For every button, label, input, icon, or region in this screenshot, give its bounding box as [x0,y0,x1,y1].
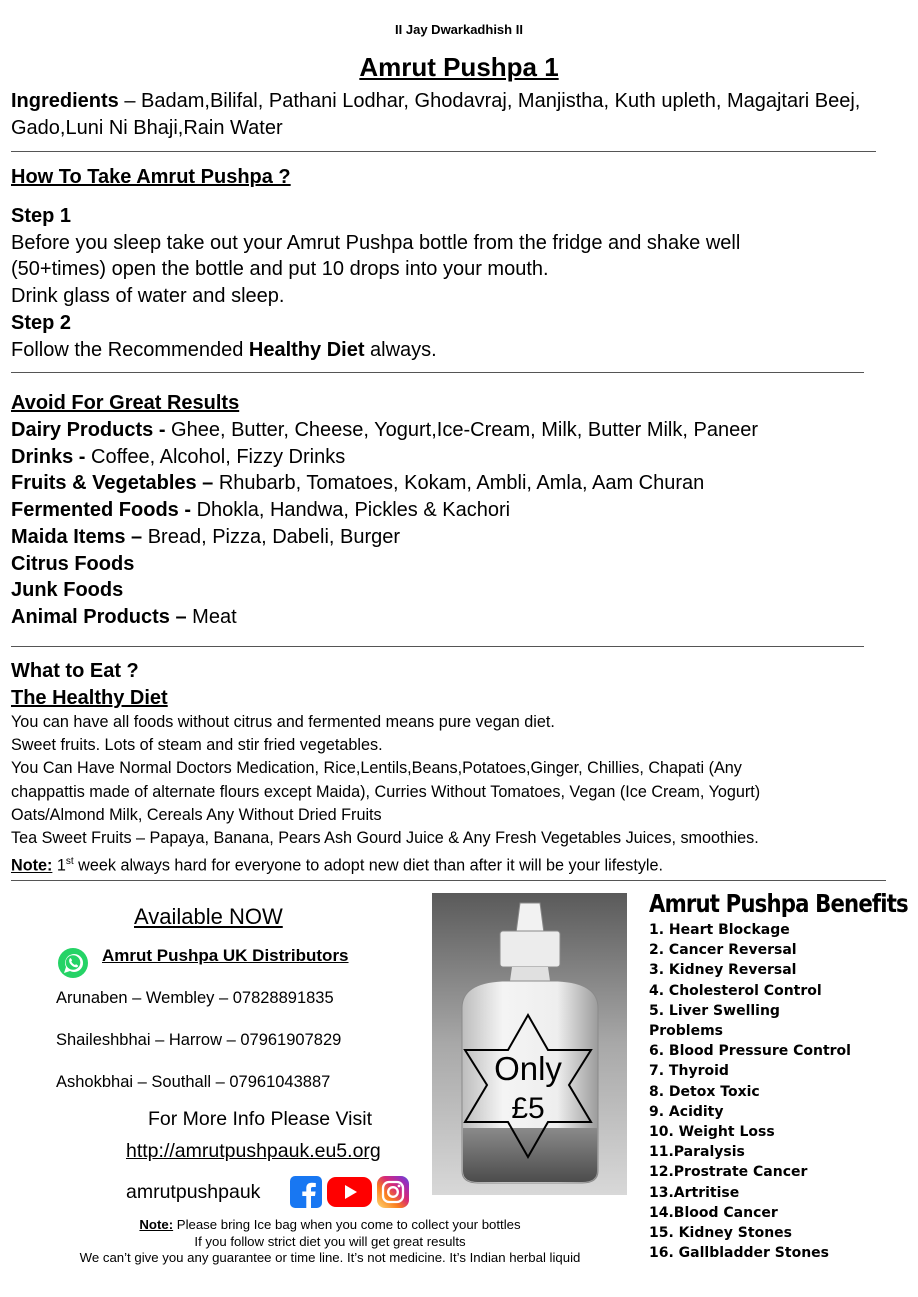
step1-label: Step 1 [11,205,72,227]
price-line: Only [494,1050,562,1087]
avoid-item [11,444,906,471]
avoid-list [11,417,906,631]
step1-line: Before you sleep take out your Amrut Pushpa bottle from the fridge and shake well [11,231,741,254]
how-to-steps [11,203,906,363]
note-text: 1 [52,856,66,875]
avoid-text: Ghee, Butter, Cheese, Yogurt,Ice-Cream, Milk, Butter Milk, Paneer [171,419,758,441]
footer-note-text: Please bring Ice bag when you come to collect your bottles [173,1217,521,1232]
instagram-icon[interactable] [377,1176,409,1208]
benefit-item: 11.Paralysis [649,1144,745,1161]
benefit-item: 12.Prostrate Cancer [649,1164,808,1181]
how-to-heading: How To Take Amrut Pushpa ? [11,166,291,188]
footer-note-label: Note: [139,1217,174,1232]
facebook-icon[interactable] [290,1176,322,1208]
distributor-row: Arunaben – Wembley – 07828891835 [56,989,334,1007]
avoid-heading: Avoid For Great Results [11,392,240,414]
page-title: Amrut Pushpa 1 [359,52,559,82]
benefit-item: 10. Weight Loss [649,1124,775,1141]
step2-suffix: always. [364,338,437,361]
avoid-item [11,470,906,497]
divider [11,880,886,881]
benefit-item: 9. Acidity [649,1103,724,1120]
avoid-item [11,524,906,551]
step2-line [11,337,906,364]
benefit-item: Problems [649,1023,724,1040]
divider [11,151,876,152]
benefit-item: 14.Blood Cancer [649,1204,778,1221]
benefit-item: 16. Gallbladder Stones [649,1245,829,1262]
benefit-item: 8. Detox Toxic [649,1083,760,1100]
website-link[interactable]: http://amrutpushpauk.eu5.org [126,1140,381,1162]
step1-line: (50+times) open the bottle and put 10 drops into your mouth. [11,258,549,281]
benefit-item: 5. Liver Swelling [649,1002,780,1019]
step2-bold: Healthy Diet [248,338,365,361]
divider [11,646,864,647]
avoid-item [11,551,906,578]
diet-note [11,850,911,878]
benefits-list [649,920,851,1263]
healthy-diet-heading: The Healthy Diet [11,687,168,709]
benefit-item: 13.Artritise [649,1184,740,1201]
avoid-label: Fermented Foods - [11,499,197,522]
diet-line: You can have all foods without citrus and fermented means pure vegan diet. [11,713,555,731]
ingredients [11,88,906,141]
diet-line: You Can Have Normal Doctors Medication, Rice,Lentils,Beans,Potatoes,Ginger, Chillies, Chapati (Any [11,759,742,778]
available-now-heading: Available NOW [134,904,283,929]
distributor-row: Ashokbhai – Southall – 07961043887 [56,1073,331,1091]
ingredients-label: Ingredients [11,90,119,112]
avoid-item [11,604,906,631]
more-info-text: For More Info Please Visit [148,1108,372,1130]
avoid-text: Rhubarb, Tomatoes, Kokam, Ambli, Amla, Aam Churan [218,472,705,495]
youtube-icon[interactable] [327,1176,372,1208]
benefit-item: 1. Heart Blockage [649,922,790,938]
avoid-label: Maida Items – [11,525,148,548]
benefit-item: 4. Cholesterol Control [649,982,822,999]
footer-note [0,1217,660,1267]
avoid-label: Dairy Products - [11,419,172,441]
footer-line: We can’t give you any guarantee or time line. It’s not medicine. It’s Indian herbal liquid [79,1250,581,1265]
benefit-item: 6. Blood Pressure Control [649,1043,851,1060]
benefit-item: 3. Kidney Reversal [649,962,797,979]
avoid-text: Dhokla, Handwa, Pickles & Kachori [196,499,511,522]
diet-lines [11,711,911,878]
diet-line: Tea Sweet Fruits – Papaya, Banana, Pears Ash Gourd Juice & Any Fresh Vegetables Juices, smoothies. [11,829,759,848]
benefit-item: 15. Kidney Stones [649,1225,792,1242]
avoid-text: Coffee, Alcohol, Fizzy Drinks [91,445,346,468]
avoid-item [11,417,906,444]
footer-line [0,1217,660,1234]
diet-line: chappattis made of alternate flours except Maida), Curries Without Tomatoes, Vegan (Ice Cream, Yogurt) [11,782,761,801]
avoid-label: Junk Foods [11,579,124,602]
distributor-row: Shaileshbhai – Harrow – 07961907829 [56,1031,342,1049]
avoid-text: Bread, Pizza, Dabeli, Burger [147,525,401,548]
avoid-item [11,577,906,604]
step2-prefix: Follow the Recommended [11,338,249,361]
avoid-label: Citrus Foods [11,552,135,575]
diet-line: Sweet fruits. Lots of steam and stir fried vegetables. [11,736,383,755]
step2-label: Step 2 [11,311,72,334]
divider [11,372,864,373]
price-line: £5 [511,1092,545,1125]
diet-line: Oats/Almond Milk, Cereals Any Without Dried Fruits [11,805,382,824]
whatsapp-icon [57,947,89,979]
what-to-eat-heading: What to Eat ? [11,660,139,682]
avoid-item [11,497,906,524]
note-label: Note: [11,856,53,875]
benefit-item: 2. Cancer Reversal [649,942,797,959]
note-text: week always hard for everyone to adopt new diet than after it will be your lifestyle. [73,856,664,875]
avoid-text: Meat [192,605,237,628]
note-sup: st [65,856,74,868]
step1-line: Drink glass of water and sleep. [11,285,285,308]
benefit-item: 7. Thyroid [649,1063,729,1080]
ingredients-text: – Badam,Bilifal, Pathani Lodhar, Ghodavraj, Manjistha, Kuth upleth, Magajtari Beej, Gado,Luni Ni Bhaji,Rain Water [11,90,861,139]
avoid-label: Fruits & Vegetables – [11,472,219,495]
distributors-heading: Amrut Pushpa UK Distributors [102,946,349,965]
benefits-title: Amrut Pushpa Benefits [649,889,908,918]
avoid-label: Drinks - [11,445,92,468]
social-handle: amrutpushpauk [126,1181,261,1203]
footer-line: If you follow strict diet you will get great results [194,1233,466,1249]
page-header: II Jay Dwarkadhish II [395,22,523,37]
avoid-label: Animal Products – [11,605,193,628]
